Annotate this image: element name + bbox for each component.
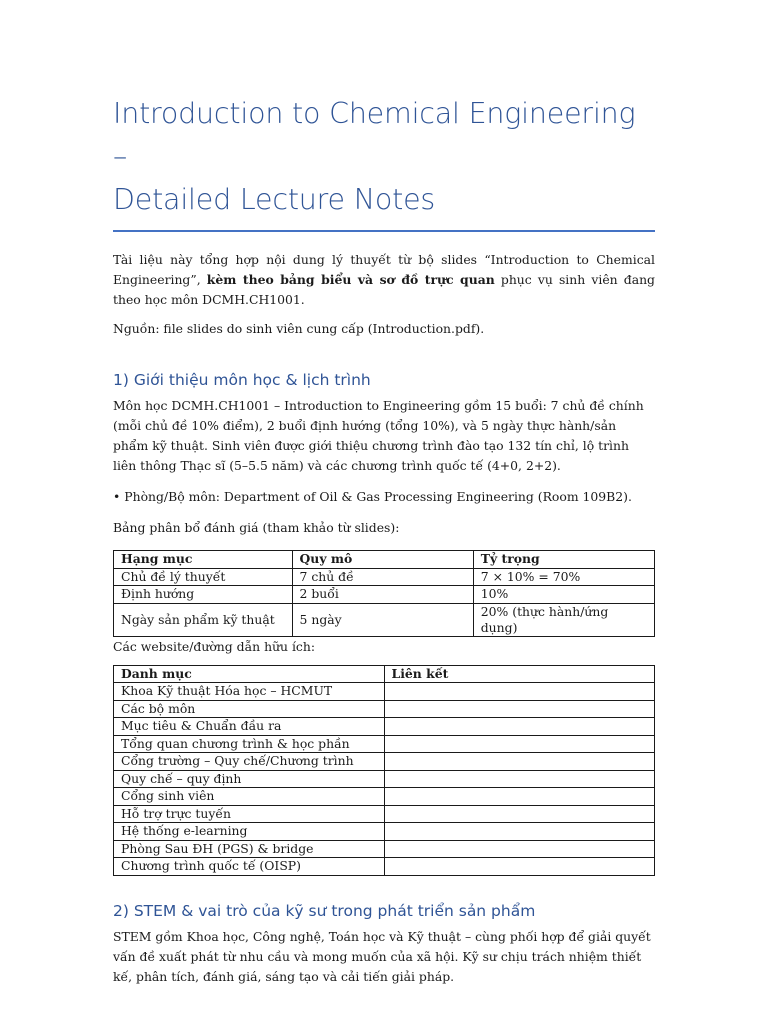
source-note: Nguồn: file slides do sinh viên cung cấp (Introduction.pdf). xyxy=(113,321,485,336)
table-cell: Chủ đề lý thuyết xyxy=(114,568,293,586)
table-row xyxy=(114,840,655,858)
table-cell: Định hướng xyxy=(114,586,293,604)
table-row xyxy=(114,683,655,701)
section-2-paragraph: STEM gồm Khoa học, Công nghệ, Toán học và Kỹ thuật – cùng phối hợp để giải quyết vấn đề xuất phát từ nhu cầu và mong muốn của xã hội. Kỹ sư chịu trách nhiệm thiết kế, phân tích, đánh giá, sáng tạo và cải tiến giải pháp. xyxy=(113,928,651,984)
title-divider xyxy=(113,230,655,232)
link-cell xyxy=(384,753,655,771)
link-cell xyxy=(384,805,655,823)
table-cell: 20% (thực hành/ứng dụng) xyxy=(473,603,654,636)
table-cell: Phòng Sau ĐH (PGS) & bridge xyxy=(114,840,385,858)
table-cell: 10% xyxy=(473,586,654,604)
table-cell: 2 buổi xyxy=(292,586,473,604)
table-row xyxy=(114,805,655,823)
table-row xyxy=(114,568,655,586)
table-cell: Quy chế – quy định xyxy=(114,770,385,788)
table-row xyxy=(114,586,655,604)
table-header-cell: Quy mô xyxy=(292,551,473,569)
intro-text: Tài liệu này tổng hợp nội dung lý thuyết từ bộ slides “Introduction to Chemical Engineering”, xyxy=(113,252,655,287)
title-line-1: Introduction to Chemical Engineering – xyxy=(113,97,636,173)
table-row xyxy=(114,753,655,771)
table-header-cell: Liên kết xyxy=(384,665,655,683)
table-header-row xyxy=(114,551,655,569)
document-page xyxy=(113,92,655,987)
link-cell xyxy=(384,718,655,736)
links-table-caption: Các website/đường dẫn hữu ích: xyxy=(113,638,316,654)
table-cell: Ngày sản phẩm kỹ thuật xyxy=(114,603,293,636)
table-cell: Các bộ môn xyxy=(114,700,385,718)
table-row xyxy=(114,603,655,636)
table-cell: 7 chủ đề xyxy=(292,568,473,586)
link-cell xyxy=(384,840,655,858)
intro-text-end: phục vụ sinh viên đang theo học môn DCMH.CH1001. xyxy=(113,272,655,307)
title-line-2: Detailed Lecture Notes xyxy=(113,183,436,216)
table-row xyxy=(114,700,655,718)
table-row xyxy=(114,718,655,736)
table-cell: Tổng quan chương trình & học phần xyxy=(114,735,385,753)
intro-paragraph xyxy=(113,250,655,310)
table-row xyxy=(114,823,655,841)
intro-bold-text: kèm theo bảng biểu và sơ đồ trực quan xyxy=(206,272,495,287)
table-cell: Mục tiêu & Chuẩn đầu ra xyxy=(114,718,385,736)
table-row xyxy=(114,788,655,806)
document-title xyxy=(113,92,655,221)
link-cell xyxy=(384,858,655,876)
assessment-table xyxy=(113,550,655,637)
table-row xyxy=(114,770,655,788)
section-1-paragraph: Môn học DCMH.CH1001 – Introduction to Engineering gồm 15 buổi: 7 chủ đề chính (mỗi chủ đề 10% điểm), 2 buổi định hướng (tổng 10%), và 5 ngày thực hành/sản phẩm kỹ thuật. Sinh viên được giới thiệu chương trình đào tạo 132 tín chỉ, lộ trình liên thông Thạc sĩ (5–5.5 năm) và các chương trình quốc tế (4+0, 2+2). xyxy=(113,398,644,473)
table-header-cell: Tỷ trọng xyxy=(473,551,654,569)
table-cell: Khoa Kỹ thuật Hóa học – HCMUT xyxy=(114,683,385,701)
table-cell: Cổng sinh viên xyxy=(114,788,385,806)
links-table xyxy=(113,665,655,876)
section-1-heading: 1) Giới thiệu môn học & lịch trình xyxy=(113,371,371,389)
table-row xyxy=(114,735,655,753)
link-cell xyxy=(384,823,655,841)
table-cell: 5 ngày xyxy=(292,603,473,636)
assessment-table-caption: Bảng phân bổ đánh giá (tham khảo từ slides): xyxy=(113,520,400,535)
table-header-cell: Hạng mục xyxy=(114,551,293,569)
table-cell: Chương trình quốc tế (OISP) xyxy=(114,858,385,876)
section-2-heading: 2) STEM & vai trò của kỹ sư trong phát triển sản phẩm xyxy=(113,901,536,920)
table-cell: Hệ thống e-learning xyxy=(114,823,385,841)
department-bullet: • Phòng/Bộ môn: Department of Oil & Gas Processing Engineering (Room 109B2). xyxy=(113,489,632,504)
link-cell xyxy=(384,788,655,806)
table-row xyxy=(114,858,655,876)
link-cell xyxy=(384,770,655,788)
table-header-row xyxy=(114,665,655,683)
table-header-cell: Danh mục xyxy=(114,665,385,683)
table-cell: Cổng trường – Quy chế/Chương trình xyxy=(114,753,385,771)
table-cell: Hỗ trợ trực tuyến xyxy=(114,805,385,823)
link-cell xyxy=(384,683,655,701)
table-cell: 7 × 10% = 70% xyxy=(473,568,654,586)
link-cell xyxy=(384,735,655,753)
link-cell xyxy=(384,700,655,718)
